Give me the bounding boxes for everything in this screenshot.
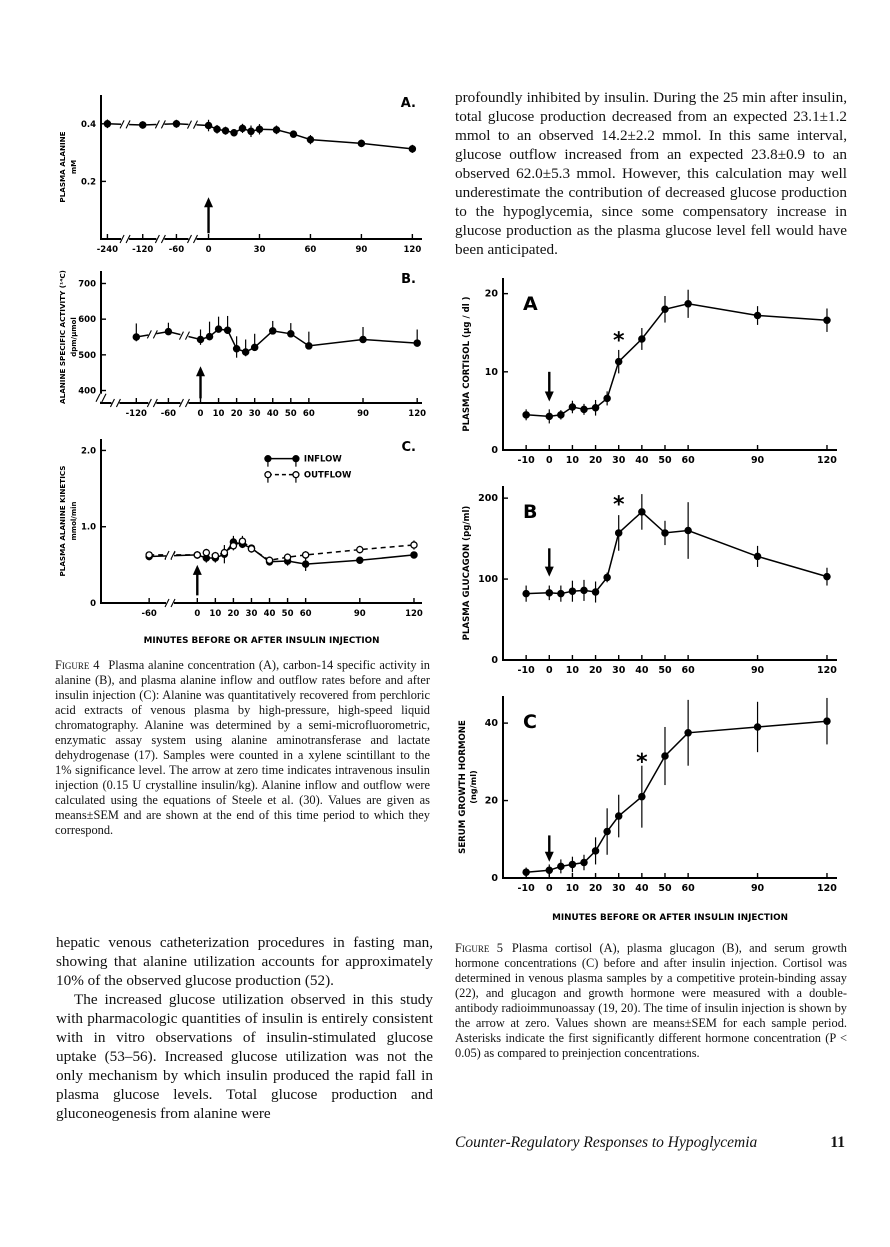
paragraph: The increased glucose utilization observed in this study with pharmacologic quantities of insulin is entirely consistent with in vitro observations of insulin-stimulated glucose uptake (53–56). Increased glucose utilization was not the only mechanism by which insulin produced the rapid fall in plasma glucose levels. Total glucose production and gluconeogenesis from alanine were [56,991,433,1122]
svg-text:50: 50 [658,665,672,676]
svg-text:90: 90 [357,409,369,419]
svg-text:90: 90 [355,245,368,255]
svg-text:90: 90 [353,609,366,619]
svg-text:100: 100 [478,574,498,586]
svg-text:0: 0 [90,599,96,609]
svg-text:ALANINE SPECIFIC ACTIVITY (¹⁴C: ALANINE SPECIFIC ACTIVITY (¹⁴C) [58,270,67,404]
svg-text:SERUM GROWTH HORMONE: SERUM GROWTH HORMONE [458,720,468,854]
svg-text:*: * [636,749,648,775]
right-body-text: profoundly inhibited by insulin. During the 25 min after insulin, total glucose production decreased from an expected 23.1±1.2 mmol to an observed 14.2±2.2 mmol. In this same interval, glucose outflow increased from an expected 23.8±0.9 to an observed 62.0±5.3 mmol. However, this calculation may well underestimate the contribution of decreased glucose production to the hypoglycemia, since some compensatory increase in glucose production as the plasma glucose level fell would have been anticipated. [455,89,847,258]
svg-text:C.: C. [401,440,416,455]
svg-text:PLASMA CORTISOL (μg / dl ): PLASMA CORTISOL (μg / dl ) [462,296,472,432]
figure4-block [55,85,430,838]
svg-text:120: 120 [405,609,423,619]
svg-text:30: 30 [612,665,626,676]
svg-text:PLASMA GLUCAGON (pg/ml): PLASMA GLUCAGON (pg/ml) [462,505,472,641]
svg-text:-10: -10 [517,883,535,894]
svg-text:0: 0 [491,445,498,456]
svg-text:0: 0 [197,409,204,419]
svg-text:C: C [523,711,537,733]
svg-text:MINUTES BEFORE OR AFTER INSULI: MINUTES BEFORE OR AFTER INSULIN INJECTION [552,913,788,923]
svg-text:20: 20 [227,609,240,619]
svg-text:mM: mM [70,159,78,175]
svg-text:INFLOW: INFLOW [303,454,342,465]
svg-text:50: 50 [281,609,294,619]
svg-text:PLASMA ALANINE: PLASMA ALANINE [58,131,67,203]
svg-text:50: 50 [658,455,672,466]
svg-text:-10: -10 [517,665,535,676]
svg-text:dpm/μmol: dpm/μmol [70,317,78,357]
svg-text:0: 0 [491,655,498,666]
svg-text:20: 20 [230,409,243,419]
svg-text:mmol/min: mmol/min [70,501,78,541]
svg-text:90: 90 [750,455,765,466]
figure5-panel-a-chart [455,268,847,476]
svg-text:10: 10 [212,409,225,419]
svg-text:20: 20 [588,883,603,894]
svg-text:120: 120 [817,455,837,466]
svg-text:40: 40 [635,665,649,676]
svg-text:60: 60 [304,245,317,255]
svg-text:0: 0 [205,245,212,255]
svg-text:40: 40 [635,883,649,894]
svg-text:-60: -60 [141,609,157,619]
svg-text:0: 0 [545,883,553,894]
figure4-panel-a-chart [55,85,430,263]
svg-text:60: 60 [299,609,312,619]
svg-text:PLASMA ALANINE KINETICS: PLASMA ALANINE KINETICS [58,465,67,577]
figure5-caption [455,941,847,1061]
svg-text:A.: A. [400,96,416,111]
paragraph: hepatic venous catheterization procedures in fasting man, showing that alanine utilization accounts for approximately 10% of the observed glucose production (52). [56,934,433,989]
page-number: 11 [830,1134,845,1151]
figure5-panel-b-chart [455,476,847,686]
svg-text:40: 40 [266,409,279,419]
svg-text:60: 60 [681,883,695,894]
svg-text:-240: -240 [96,245,119,255]
svg-text:1.0: 1.0 [80,522,96,533]
svg-text:0.4: 0.4 [80,119,96,130]
svg-text:120: 120 [817,665,837,676]
svg-text:20: 20 [484,795,498,807]
svg-text:MINUTES BEFORE OR AFTER INSULI: MINUTES BEFORE OR AFTER INSULIN INJECTION [143,636,380,646]
svg-text:600: 600 [78,315,96,326]
svg-text:20: 20 [588,665,603,676]
svg-text:40: 40 [484,718,498,730]
svg-text:30: 30 [245,609,258,619]
figure4-caption [55,658,430,838]
svg-text:90: 90 [750,883,765,894]
left-body-text [56,933,433,1123]
svg-text:10: 10 [565,883,580,894]
running-title: Counter-Regulatory Responses to Hypoglycemia [455,1134,758,1151]
figure4-caption-label: Figure 4 [55,658,100,672]
svg-text:0: 0 [545,665,553,676]
svg-text:50: 50 [284,409,297,419]
svg-text:-10: -10 [517,455,535,466]
svg-text:200: 200 [478,493,498,505]
svg-text:-60: -60 [168,245,185,255]
svg-text:10: 10 [209,609,222,619]
svg-text:120: 120 [403,245,422,255]
svg-text:10: 10 [565,455,580,466]
svg-text:10: 10 [484,366,498,378]
svg-text:0: 0 [491,873,498,884]
svg-text:40: 40 [263,609,276,619]
right-column [455,88,847,1061]
svg-text:A: A [523,293,538,315]
figure5-caption-text: Plasma cortisol (A), plasma glucagon (B), and serum growth hormone concentrations (C) before and after insulin injection. Cortisol was determined in venous plasma samples by a competitive protein-binding assay (22), and glucagon and growth hormone were measured with a double-antibody radioimmunoassay (19, 20). The time of insulin injection is shown by the arrow at zero. Values shown are means±SEM for each sample period. Asterisks indicate the first significantly different hormone concentration (P < 0.05) as compared to preinjection concentrations. [455,941,847,1060]
svg-text:400: 400 [78,386,96,397]
svg-text:120: 120 [408,409,427,419]
svg-text:30: 30 [612,455,626,466]
svg-text:0: 0 [545,455,553,466]
svg-text:60: 60 [302,409,315,419]
svg-text:40: 40 [635,455,649,466]
svg-text:90: 90 [750,665,765,676]
svg-text:120: 120 [817,883,837,894]
svg-text:20: 20 [588,455,603,466]
svg-text:0: 0 [194,609,201,619]
svg-text:OUTFLOW: OUTFLOW [303,470,352,481]
svg-text:500: 500 [78,350,96,361]
figure4-panel-c-chart [55,427,430,649]
svg-text:(ng/ml): (ng/ml) [468,770,478,804]
svg-text:50: 50 [658,883,672,894]
svg-text:30: 30 [253,245,266,255]
svg-text:2.0: 2.0 [80,446,96,457]
svg-text:-120: -120 [132,245,154,255]
svg-text:-60: -60 [160,409,177,419]
svg-text:*: * [612,328,625,354]
svg-text:*: * [612,492,625,518]
svg-text:20: 20 [484,288,498,300]
figure4-caption-text: Plasma alanine concentration (A), carbon-14 specific activity in alanine (B), and plasma alanine inflow and outflow rates before and after insulin injection (C): Alanine was quantitatively recovered from perchloric acid extracts of venous plasma by high-pressure, high-speed liquid chromatography. Alanine was determined by a semi-microfluorometric, enzymatic assay system using alanine aminotransferase and lactate dehydrogenase (17). Samples were counted in a xylene scintillant to the 1% significance level. The arrow at zero time indicates intravenous insulin injection (0.15 U crystalline insulin/kg). Alanine inflow and outflow were calculated using the equations of Steele et al. (30). Values are given as means±SEM and are shown at the end of this time period to which they correspond. [55,658,430,837]
svg-text:B.: B. [401,272,416,287]
svg-text:10: 10 [565,665,580,676]
svg-text:30: 30 [612,883,626,894]
figure4-panel-b-chart [55,263,430,427]
svg-text:0.2: 0.2 [80,177,96,188]
svg-text:-120: -120 [125,409,147,419]
svg-text:30: 30 [248,409,261,419]
svg-text:60: 60 [681,665,695,676]
svg-text:700: 700 [78,279,96,290]
figure5-caption-label: Figure 5 [455,941,503,955]
page-footer [455,1134,845,1152]
svg-text:60: 60 [681,455,695,466]
svg-text:B: B [523,501,538,523]
figure5-panel-c-chart [455,686,847,926]
